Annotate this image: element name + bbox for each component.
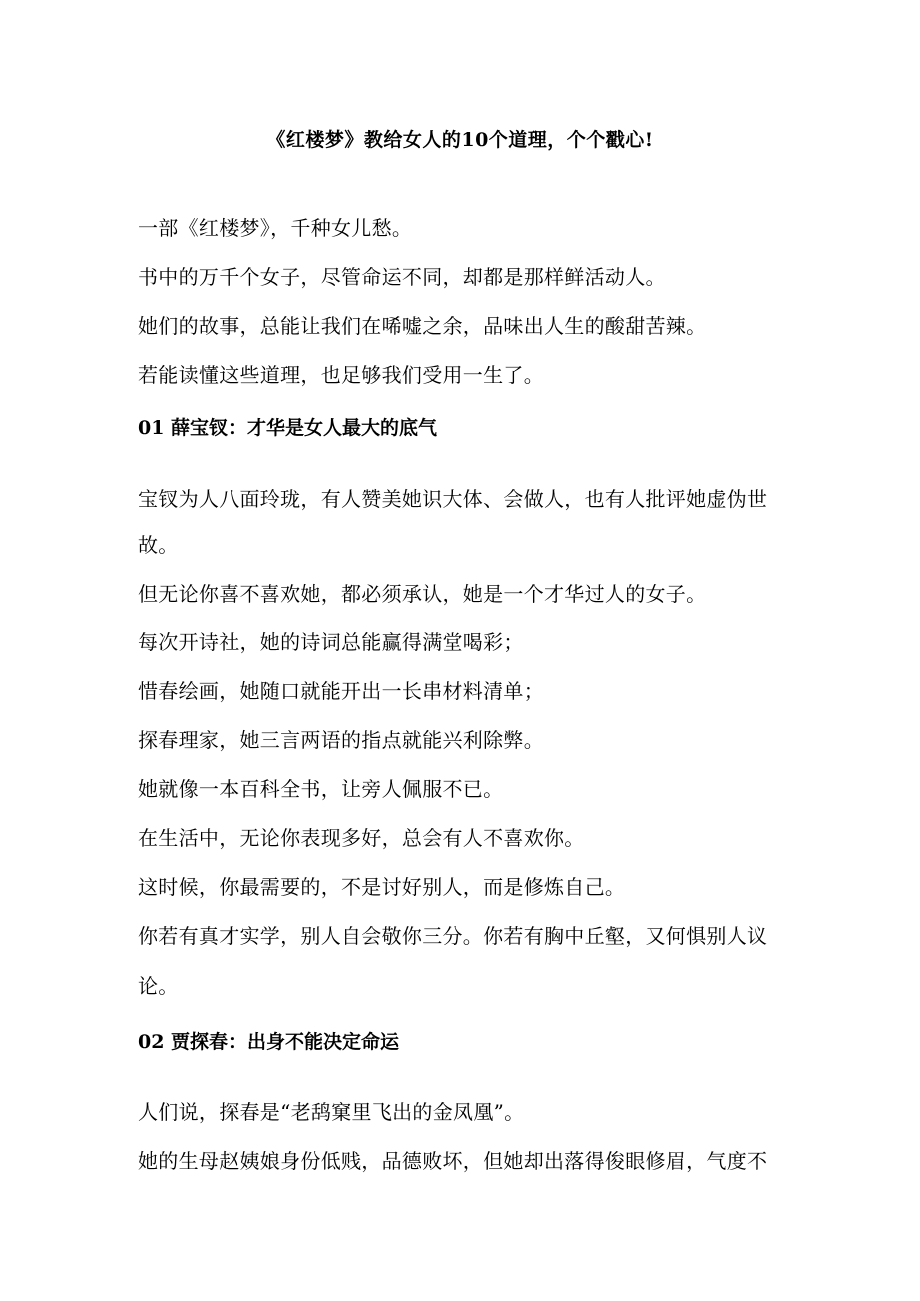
body-paragraph: 你若有真才实学，别人自会敬你三分。你若有胸中丘壑，又何惧别人议 xyxy=(138,924,768,948)
body-paragraph: 她就像一本百科全书，让旁人佩服不已。 xyxy=(138,777,504,801)
body-paragraph: 每次开诗社，她的诗词总能赢得满堂喝彩； xyxy=(138,630,524,654)
intro-paragraph: 她们的故事，总能让我们在唏嘘之余，品味出人生的酸甜苦辣。 xyxy=(138,314,707,338)
body-paragraph: 人们说，探春是“老鸹窠里飞出的金凤凰”。 xyxy=(138,1100,525,1124)
intro-paragraph: 一部《红楼梦》，千种女儿愁。 xyxy=(138,216,413,240)
body-paragraph: 论。 xyxy=(138,974,179,998)
body-paragraph: 她的生母赵姨娘身份低贱，品德败坏，但她却出落得俊眼修眉，气度不 xyxy=(138,1149,768,1173)
body-paragraph: 故。 xyxy=(138,533,179,557)
section-heading-01: 01 薛宝钗：才华是女人最大的底气 xyxy=(138,417,438,439)
section-heading-02: 02 贾探春：出身不能决定命运 xyxy=(138,1031,400,1053)
body-paragraph: 这时候，你最需要的，不是讨好别人，而是修炼自己。 xyxy=(138,875,626,899)
body-paragraph: 在生活中，无论你表现多好，总会有人不喜欢你。 xyxy=(138,826,585,850)
intro-paragraph: 书中的万千个女子，尽管命运不同，却都是那样鲜活动人。 xyxy=(138,265,666,289)
body-paragraph: 宝钗为人八面玲珑，有人赞美她识大体、会做人，也有人批评她虚伪世 xyxy=(138,487,768,511)
body-paragraph: 惜春绘画，她随口就能开出一长串材料清单； xyxy=(138,679,544,703)
intro-paragraph: 若能读懂这些道理，也足够我们受用一生了。 xyxy=(138,363,544,387)
document-title: 《红楼梦》教给女人的10个道理，个个戳心! xyxy=(266,129,654,151)
body-paragraph: 探春理家，她三言两语的指点就能兴利除弊。 xyxy=(138,728,544,752)
body-paragraph: 但无论你喜不喜欢她，都必须承认，她是一个才华过人的女子。 xyxy=(138,582,707,606)
